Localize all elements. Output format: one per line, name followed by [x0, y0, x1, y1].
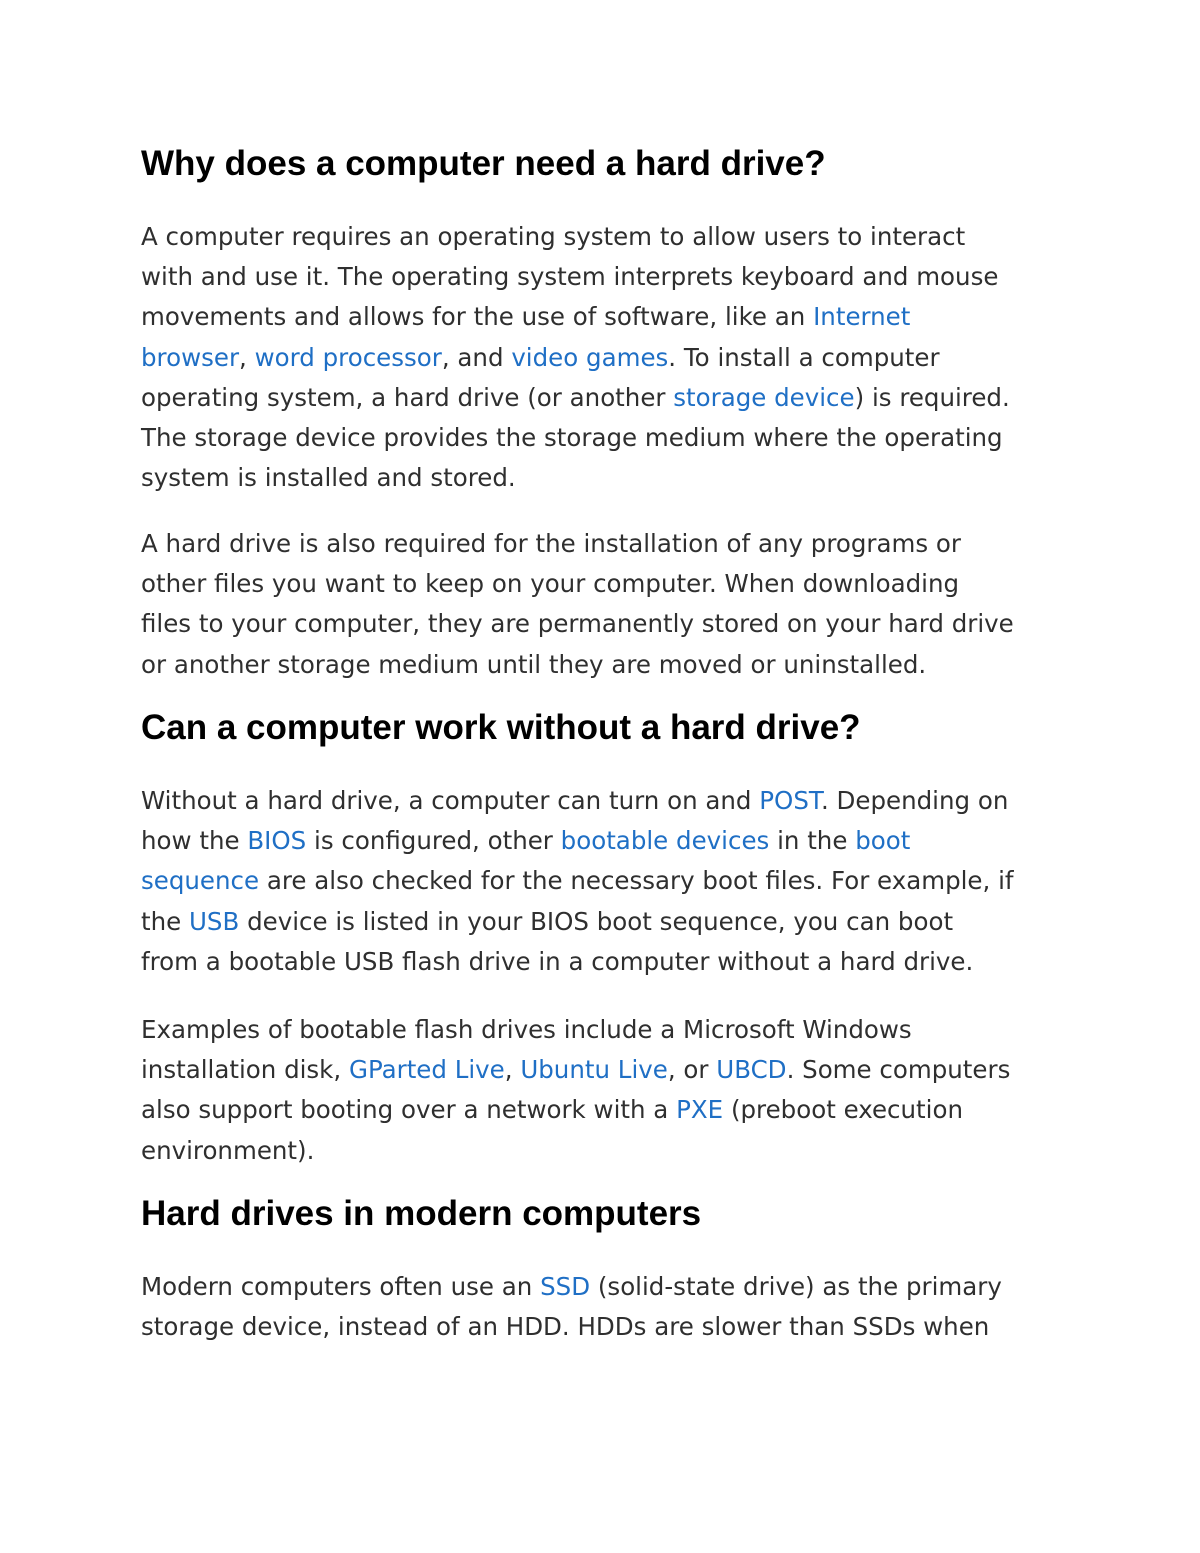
text-line [141, 378, 1066, 418]
link-boot-sequence-cont[interactable]: sequence [141, 866, 260, 896]
text-line: A computer requires an operating system to allow users to interact [141, 222, 966, 251]
text-line [141, 297, 1066, 337]
link-ubuntu-live[interactable]: Ubuntu Live [520, 1055, 668, 1085]
text-segment: in the [769, 826, 856, 856]
text-segment: operating system, a hard drive (or another [141, 382, 674, 412]
text-line [141, 781, 1066, 821]
text-segment: (preboot execution [723, 1095, 963, 1125]
text-segment: , [239, 342, 255, 372]
paragraph-ssd [141, 1267, 1066, 1347]
text-line [141, 1050, 1066, 1090]
text-line: with and use it. The operating system interprets keyboard and mouse [141, 262, 999, 292]
text-segment: also support booting over a network with a [141, 1095, 677, 1125]
text-segment: installation disk, [141, 1055, 349, 1085]
text-segment: , [504, 1055, 521, 1085]
text-segment: is configured, other [306, 826, 561, 856]
link-post[interactable]: POST [759, 786, 821, 815]
text-line: from a bootable USB flash drive in a computer without a hard drive. [141, 946, 974, 976]
link-storage-device[interactable]: storage device [673, 382, 855, 412]
text-segment: (solid-state drive) as the primary [590, 1272, 1002, 1301]
link-usb[interactable]: USB [189, 906, 240, 936]
text-line: storage device, instead of an HDD. HDDs are slower than SSDs when [141, 1312, 990, 1342]
link-internet-browser[interactable]: Internet [813, 302, 911, 332]
link-internet-browser-cont[interactable]: browser [141, 342, 240, 372]
text-segment: . Depending on [820, 786, 1009, 815]
text-line [141, 1267, 1066, 1307]
text-line: environment). [141, 1135, 315, 1165]
text-line [141, 338, 1066, 378]
text-line [141, 1090, 1066, 1130]
heading-modern-computers: Hard drives in modern computers [141, 1194, 702, 1233]
text-segment: Modern computers often use an [141, 1272, 541, 1301]
link-video-games[interactable]: video games [511, 342, 669, 372]
text-line [141, 902, 1066, 942]
link-ubcd[interactable]: UBCD [716, 1055, 787, 1085]
text-segment: ) is required. [854, 382, 1010, 412]
text-line: or another storage medium until they are moved or uninstalled. [141, 649, 927, 679]
link-boot-sequence[interactable]: boot [855, 826, 911, 856]
text-segment: device is listed in your BIOS boot sequence, you can boot [239, 906, 954, 936]
text-segment: , and [441, 342, 512, 372]
text-line [141, 861, 1066, 901]
text-line: A hard drive is also required for the installation of any programs or [141, 529, 961, 558]
text-segment: , or [667, 1055, 717, 1085]
paragraph-programs-storage [141, 524, 1066, 685]
text-line: other files you want to keep on your computer. When downloading [141, 569, 960, 599]
text-segment: how the [141, 826, 248, 856]
link-pxe[interactable]: PXE [676, 1095, 724, 1125]
link-ssd[interactable]: SSD [540, 1272, 591, 1301]
link-word-processor[interactable]: word processor [254, 342, 442, 372]
text-segment: movements and allows for the use of software, like an [141, 302, 814, 332]
heading-work-without-hard-drive: Can a computer work without a hard drive? [141, 708, 861, 747]
text-line: The storage device provides the storage medium where the operating [141, 423, 1003, 453]
heading-why-hard-drive: Why does a computer need a hard drive? [141, 144, 826, 183]
text-segment: Without a hard drive, a computer can turn on and [141, 786, 760, 815]
link-bootable-devices[interactable]: bootable devices [560, 826, 770, 856]
link-bios[interactable]: BIOS [247, 826, 307, 856]
text-segment: the [141, 906, 189, 936]
paragraph-post-bios [141, 781, 1066, 982]
text-segment: . Some computers [786, 1055, 1011, 1085]
text-line: system is installed and stored. [141, 463, 516, 493]
text-line [141, 821, 1066, 861]
text-line: files to your computer, they are permanently stored on your hard drive [141, 609, 1014, 639]
text-segment: are also checked for the necessary boot files. For example, if [259, 866, 1014, 896]
paragraph-os-requirement [141, 217, 1066, 498]
text-segment: . To install a computer [668, 342, 940, 372]
link-gparted-live[interactable]: GParted Live [348, 1055, 505, 1085]
paragraph-bootable-flash-drives [141, 1010, 1066, 1171]
text-line: Examples of bootable flash drives include a Microsoft Windows [141, 1015, 912, 1044]
